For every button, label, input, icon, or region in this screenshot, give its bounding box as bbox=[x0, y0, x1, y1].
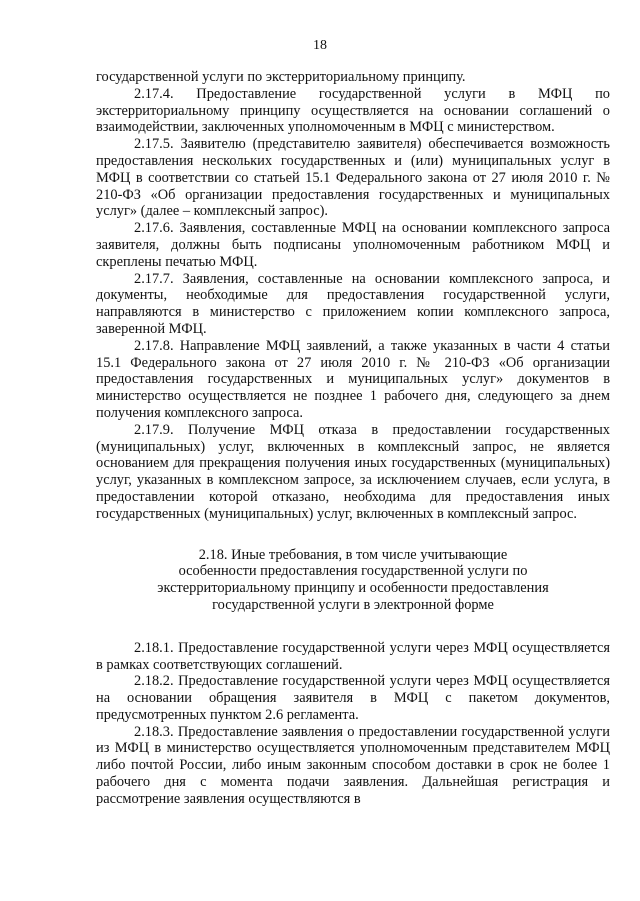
paragraph-2-17-5: 2.17.5. Заявителю (представителю заявителя) обеспечивается возможность предоставления нескольких государственных и (или) муниципальных услуг в МФЦ в соответствии со статьей 15.1 Федерального закона от 27 июля 2010 г. № 210-ФЗ «Об организации предоставления государственных и муниципальных услуг» (далее – комплексный запрос). bbox=[96, 136, 610, 220]
paragraph-2-17-4: 2.17.4. Предоставление государственной услуги в МФЦ по экстерриториальному принципу осуществляется на основании соглашений о взаимодействии, заключенных уполномоченным в МФЦ с министерством. bbox=[96, 85, 610, 136]
document-body bbox=[96, 69, 610, 808]
section-heading-line: государственной услуги в электронной форме bbox=[212, 596, 494, 613]
section-heading-line: особенности предоставления государственной услуги по bbox=[178, 563, 528, 580]
section-heading-2-18 bbox=[96, 547, 610, 614]
section-heading-line: экстерриториальному принципу и особенности предоставления bbox=[157, 580, 549, 597]
page-number: 18 bbox=[313, 38, 327, 53]
paragraph-2-17-8: 2.17.8. Направление МФЦ заявлений, а также указанных в части 4 статьи 15.1 Федерального закона от 27 июля 2010 г. № 210-ФЗ «Об организации предоставления государственных и муниципальных услуг» документов в министерство осуществляется не позднее 1 рабочего дня, следующего за днем получения комплексного запроса. bbox=[96, 337, 610, 421]
paragraph-2-17-6: 2.17.6. Заявления, составленные МФЦ на основании комплексного запроса заявителя, должны быть подписаны уполномоченным работником МФЦ и скреплены печатью МФЦ. bbox=[96, 220, 610, 270]
paragraph-2-18-1: 2.18.1. Предоставление государственной услуги через МФЦ осуществляется в рамках соответствующих соглашений. bbox=[96, 639, 610, 673]
paragraph-2-17-7: 2.17.7. Заявления, составленные на основании комплексного запроса, и документы, необходимые для предоставления государственной услуги, направляются в министерство с приложением копии комплексного запроса, заверенной МФЦ. bbox=[96, 270, 610, 337]
section-heading-line: 2.18. Иные требования, в том числе учитывающие bbox=[198, 546, 508, 563]
paragraph-continuation: государственной услуги по экстерриториальному принципу. bbox=[96, 69, 466, 85]
paragraph-2-17-9: 2.17.9. Получение МФЦ отказа в предоставлении государственных (муниципальных) услуг, включенных в комплексный запрос, не является основанием для прекращения получения иных государственных (муниципальных) услуг, указанных в комплексном запросе, за исключением случаев, если услуга, в предоставлении которой отказано, необходима для предоставления иных государственных (муниципальных) услуг, включенных в комплексный запрос. bbox=[96, 421, 610, 522]
paragraph-2-18-2: 2.18.2. Предоставление государственной услуги через МФЦ осуществляется на основании обращения заявителя в МФЦ с пакетом документов, предусмотренных пунктом 2.6 регламента. bbox=[96, 673, 610, 723]
paragraph-2-18-3: 2.18.3. Предоставление заявления о предоставлении государственной услуги из МФЦ в министерство осуществляется уполномоченным представителем МФЦ либо почтой России, либо иным законным способом доставки в срок не более 1 рабочего дня с момента подачи заявления. Дальнейшая регистрация и рассмотрение заявления осуществляются в bbox=[96, 723, 610, 807]
